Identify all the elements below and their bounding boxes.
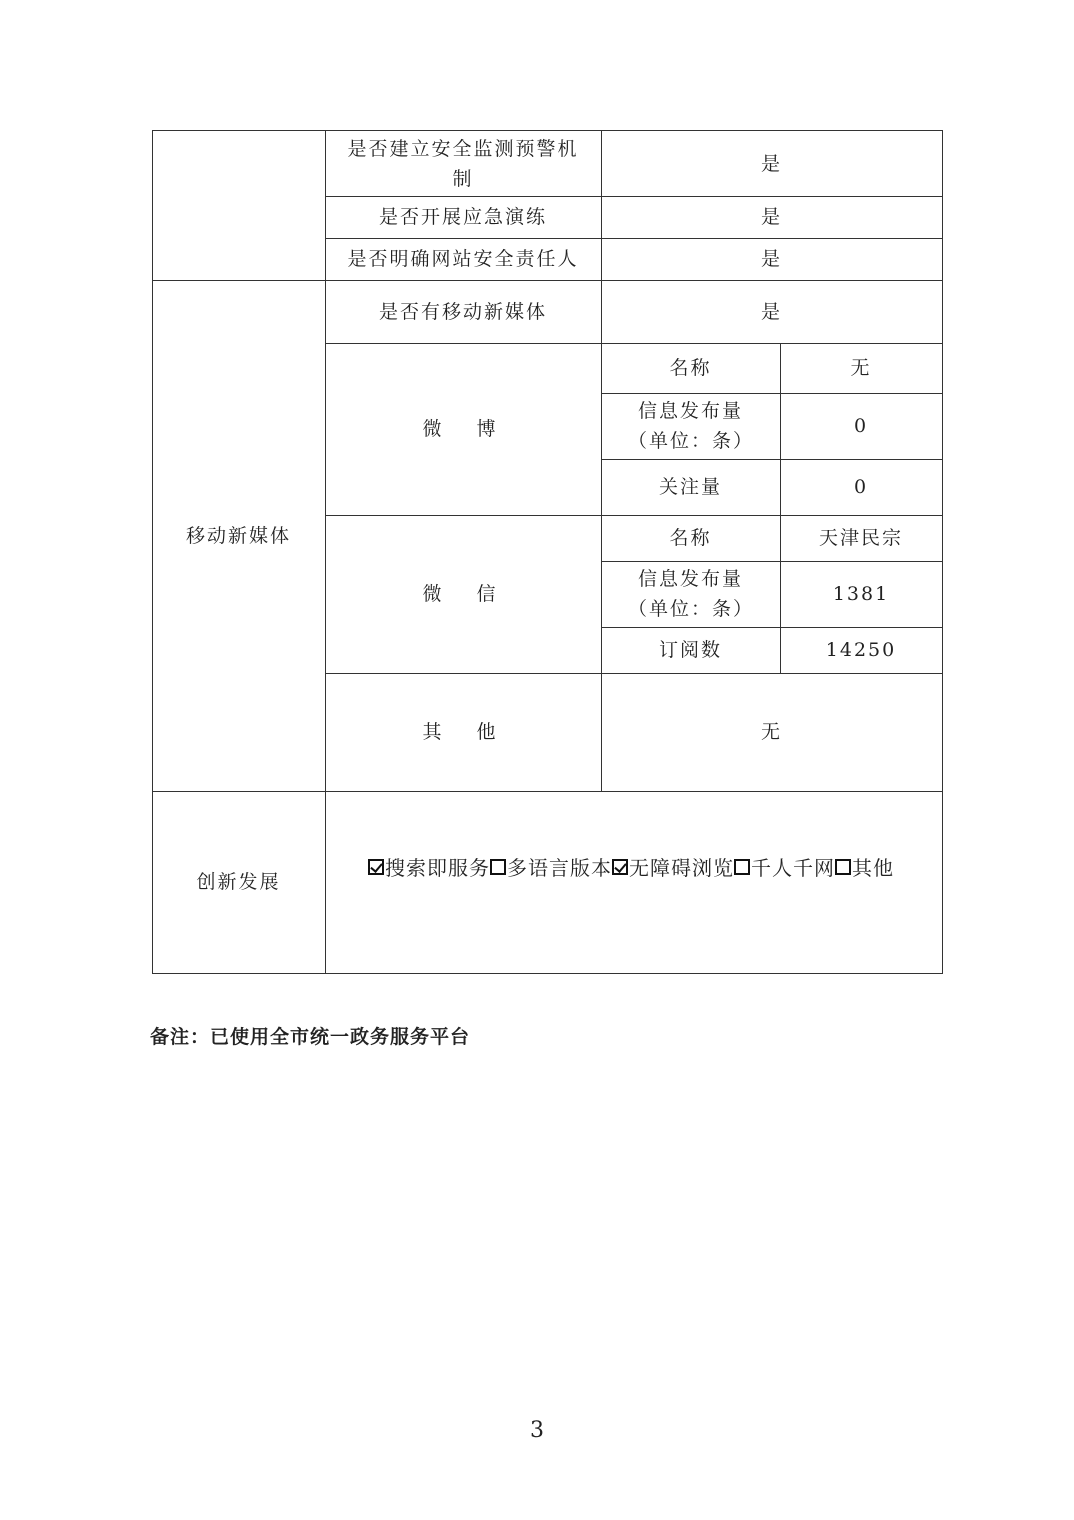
table-border (942, 130, 943, 974)
page-number: 3 (530, 1418, 544, 1443)
security-value: 是 (760, 248, 782, 270)
wechat-name-value: 天津民宗 (818, 527, 903, 549)
weibo-posts-value: 0 (853, 415, 869, 437)
option-label: 其他 (852, 856, 894, 880)
innovation-options (368, 852, 894, 881)
checkbox-checked-icon[interactable] (612, 859, 628, 875)
other-value: 无 (760, 721, 782, 743)
checkbox-checked-icon[interactable] (368, 859, 384, 875)
weibo-followers-value: 0 (853, 476, 869, 498)
security-value: 是 (760, 152, 782, 175)
weibo-label: 微 博 (422, 418, 504, 440)
weibo-posts-label: 信息发布量（单位：条） (628, 400, 755, 452)
other-label: 其 他 (422, 721, 504, 743)
wechat-label: 微 信 (422, 583, 504, 605)
mobile-media-section-label: 移动新媒体 (185, 524, 291, 547)
wechat-name-label: 名称 (669, 527, 712, 549)
wechat-subscribers-value: 14250 (825, 639, 897, 661)
checkbox-unchecked-icon[interactable] (835, 859, 851, 875)
option-label: 多语言版本 (507, 856, 612, 880)
wechat-subscribers-label: 订阅数 (658, 639, 722, 661)
security-label: 是否开展应急演练 (378, 206, 547, 228)
checkbox-unchecked-icon[interactable] (490, 859, 506, 875)
weibo-name-label: 名称 (669, 357, 712, 379)
remark-note: 备注：已使用全市统一政务服务平台 (150, 1026, 471, 1048)
weibo-name-value: 无 (850, 357, 872, 379)
option-label: 无障碍浏览 (629, 856, 734, 880)
security-value: 是 (760, 206, 782, 228)
option-label: 搜索即服务 (385, 856, 490, 880)
has-mobile-label: 是否有移动新媒体 (378, 300, 547, 323)
option-label: 千人千网 (751, 856, 835, 880)
has-mobile-value: 是 (760, 300, 782, 323)
table-border (152, 973, 943, 974)
weibo-followers-label: 关注量 (658, 476, 722, 498)
security-label: 是否明确网站安全责任人 (347, 248, 579, 270)
security-label: 是否建立安全监测预警机制 (347, 137, 579, 190)
wechat-posts-label: 信息发布量（单位：条） (628, 568, 755, 620)
checkbox-unchecked-icon[interactable] (734, 859, 750, 875)
wechat-posts-value: 1381 (832, 583, 890, 605)
innovation-section-label: 创新发展 (196, 871, 281, 893)
